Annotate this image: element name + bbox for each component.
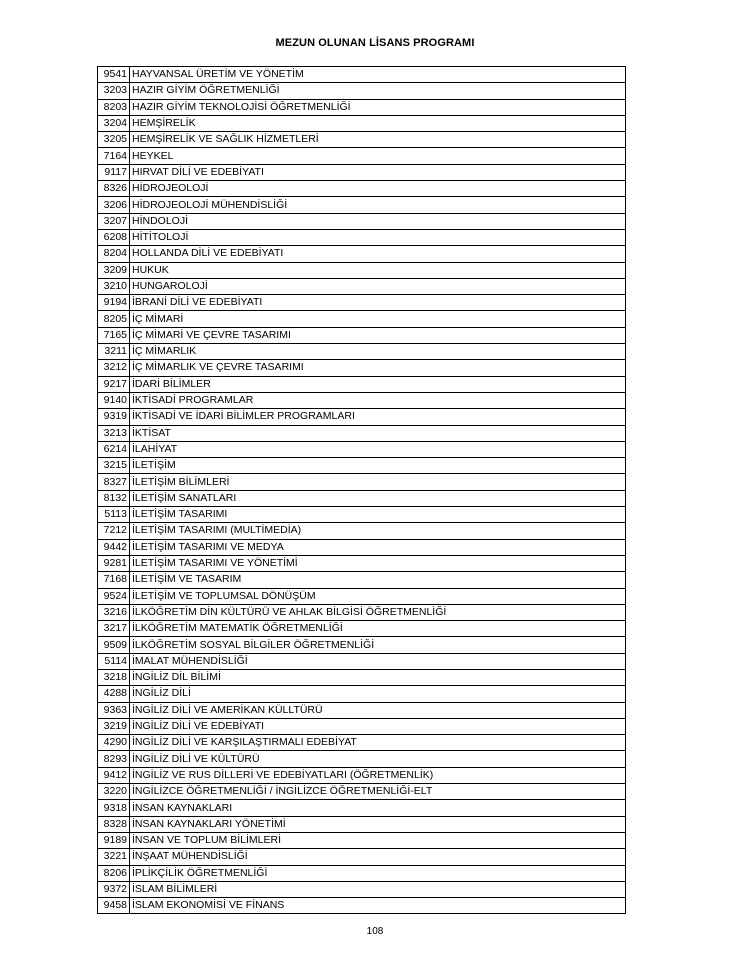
- table-row: [98, 148, 626, 164]
- program-name: HEMŞİRELİK VE SAĞLIK HİZMETLERİ: [130, 132, 626, 148]
- program-code: 9140: [98, 392, 130, 408]
- program-code: 4288: [98, 686, 130, 702]
- table-row: [98, 360, 626, 376]
- table-row: [98, 898, 626, 914]
- programs-table-body: [98, 67, 626, 914]
- table-row: [98, 507, 626, 523]
- program-name: HİTİTOLOJİ: [130, 229, 626, 245]
- program-name: İLETİŞİM TASARIMI: [130, 507, 626, 523]
- program-code: 3211: [98, 344, 130, 360]
- table-row: [98, 474, 626, 490]
- program-name: İMALAT MÜHENDİSLİĞİ: [130, 653, 626, 669]
- program-name: HIRVAT DİLİ VE EDEBİYATI: [130, 164, 626, 180]
- program-code: 3215: [98, 458, 130, 474]
- program-code: 9509: [98, 637, 130, 653]
- table-row: [98, 702, 626, 718]
- program-name: İNGİLİZ DİLİ VE AMERİKAN KÜLLTÜRÜ: [130, 702, 626, 718]
- program-name: İNGİLİZ DİL BİLİMİ: [130, 669, 626, 685]
- program-code: 8328: [98, 816, 130, 832]
- program-name: İLKÖĞRETİM MATEMATİK ÖĞRETMENLİĞİ: [130, 621, 626, 637]
- program-code: 3204: [98, 115, 130, 131]
- program-name: İNGİLİZCE ÖĞRETMENLİĞİ / İNGİLİZCE ÖĞRETMENLİĞİ-ELT: [130, 784, 626, 800]
- table-row: [98, 441, 626, 457]
- program-code: 8327: [98, 474, 130, 490]
- program-code: 9319: [98, 409, 130, 425]
- program-name: İNSAN VE TOPLUM BİLİMLERİ: [130, 832, 626, 848]
- program-name: İKTİSAT: [130, 425, 626, 441]
- table-row: [98, 539, 626, 555]
- table-row: [98, 181, 626, 197]
- table-row: [98, 83, 626, 99]
- table-row: [98, 213, 626, 229]
- program-code: 3216: [98, 604, 130, 620]
- program-name: İNGİLİZ DİLİ VE KARŞILAŞTIRMALI EDEBİYAT: [130, 735, 626, 751]
- program-name: HİDROJEOLOJİ: [130, 181, 626, 197]
- program-code: 7165: [98, 327, 130, 343]
- program-code: 4290: [98, 735, 130, 751]
- program-name: İLETİŞİM TASARIMI VE YÖNETİMİ: [130, 555, 626, 571]
- table-row: [98, 295, 626, 311]
- program-name: İÇ MİMARLIK: [130, 344, 626, 360]
- table-row: [98, 865, 626, 881]
- program-name: İLETİŞİM VE TASARIM: [130, 572, 626, 588]
- program-name: HAZIR GİYİM ÖĞRETMENLİĞİ: [130, 83, 626, 99]
- table-row: [98, 246, 626, 262]
- program-code: 3210: [98, 278, 130, 294]
- program-code: 3212: [98, 360, 130, 376]
- table-row: [98, 311, 626, 327]
- program-name: HOLLANDA DİLİ VE EDEBİYATI: [130, 246, 626, 262]
- table-row: [98, 229, 626, 245]
- program-code: 9117: [98, 164, 130, 180]
- table-row: [98, 784, 626, 800]
- program-name: İNSAN KAYNAKLARI YÖNETİMİ: [130, 816, 626, 832]
- program-code: 9412: [98, 767, 130, 783]
- program-name: İLETİŞİM SANATLARI: [130, 490, 626, 506]
- program-code: 9217: [98, 376, 130, 392]
- program-name: HUKUK: [130, 262, 626, 278]
- program-code: 3213: [98, 425, 130, 441]
- program-code: 6214: [98, 441, 130, 457]
- program-name: İLETİŞİM: [130, 458, 626, 474]
- program-code: 3209: [98, 262, 130, 278]
- table-row: [98, 637, 626, 653]
- program-name: İLETİŞİM TASARIMI VE MEDYA: [130, 539, 626, 555]
- program-code: 9372: [98, 881, 130, 897]
- program-code: 3219: [98, 718, 130, 734]
- table-row: [98, 132, 626, 148]
- table-row: [98, 99, 626, 115]
- program-name: İLKÖĞRETİM DİN KÜLTÜRÜ VE AHLAK BİLGİSİ ÖĞRETMENLİĞİ: [130, 604, 626, 620]
- program-name: İLAHİYAT: [130, 441, 626, 457]
- program-code: 7212: [98, 523, 130, 539]
- program-code: 9363: [98, 702, 130, 718]
- program-code: 9194: [98, 295, 130, 311]
- program-name: HEYKEL: [130, 148, 626, 164]
- program-name: HEMŞİRELİK: [130, 115, 626, 131]
- program-code: 3220: [98, 784, 130, 800]
- program-name: İSLAM EKONOMİSİ VE FİNANS: [130, 898, 626, 914]
- table-row: [98, 588, 626, 604]
- program-name: HUNGAROLOJİ: [130, 278, 626, 294]
- table-row: [98, 409, 626, 425]
- table-row: [98, 669, 626, 685]
- program-name: İLETİŞİM VE TOPLUMSAL DÖNÜŞÜM: [130, 588, 626, 604]
- table-row: [98, 425, 626, 441]
- table-row: [98, 832, 626, 848]
- program-code: 8326: [98, 181, 130, 197]
- table-row: [98, 327, 626, 343]
- program-name: İÇ MİMARİ: [130, 311, 626, 327]
- program-name: İBRANİ DİLİ VE EDEBİYATI: [130, 295, 626, 311]
- table-row: [98, 376, 626, 392]
- table-row: [98, 490, 626, 506]
- table-row: [98, 604, 626, 620]
- table-row: [98, 800, 626, 816]
- page-title: MEZUN OLUNAN LİSANS PROGRAMI: [275, 37, 475, 49]
- table-row: [98, 523, 626, 539]
- program-name: İKTİSADİ VE İDARİ BİLİMLER PROGRAMLARI: [130, 409, 626, 425]
- table-row: [98, 653, 626, 669]
- program-code: 8132: [98, 490, 130, 506]
- table-row: [98, 555, 626, 571]
- table-row: [98, 115, 626, 131]
- table-row: [98, 621, 626, 637]
- program-code: 9458: [98, 898, 130, 914]
- program-name: HİNDOLOJİ: [130, 213, 626, 229]
- program-name: İNGİLİZ VE RUS DİLLERİ VE EDEBİYATLARI (ÖĞRETMENLİK): [130, 767, 626, 783]
- program-code: 9524: [98, 588, 130, 604]
- program-code: 3206: [98, 197, 130, 213]
- table-row: [98, 392, 626, 408]
- table-row: [98, 816, 626, 832]
- table-row: [98, 718, 626, 734]
- table-row: [98, 458, 626, 474]
- program-name: İNGİLİZ DİLİ: [130, 686, 626, 702]
- program-code: 3203: [98, 83, 130, 99]
- program-name: İLETİŞİM BİLİMLERİ: [130, 474, 626, 490]
- program-name: İNGİLİZ DİLİ VE KÜLTÜRÜ: [130, 751, 626, 767]
- table-row: [98, 572, 626, 588]
- program-code: 8204: [98, 246, 130, 262]
- program-code: 8293: [98, 751, 130, 767]
- program-name: HAZIR GİYİM TEKNOLOJİSİ ÖĞRETMENLİĞİ: [130, 99, 626, 115]
- program-code: 3207: [98, 213, 130, 229]
- program-code: 7168: [98, 572, 130, 588]
- program-code: 3221: [98, 849, 130, 865]
- program-code: 9442: [98, 539, 130, 555]
- program-name: İLETİŞİM TASARIMI (MULTİMEDİA): [130, 523, 626, 539]
- program-name: İNGİLİZ DİLİ VE EDEBİYATI: [130, 718, 626, 734]
- programs-table: [97, 66, 626, 914]
- program-name: İDARİ BİLİMLER: [130, 376, 626, 392]
- table-row: [98, 67, 626, 83]
- program-name: HAYVANSAL ÜRETİM VE YÖNETİM: [130, 67, 626, 83]
- program-name: HİDROJEOLOJİ MÜHENDİSLİĞİ: [130, 197, 626, 213]
- program-code: 8206: [98, 865, 130, 881]
- program-code: 6208: [98, 229, 130, 245]
- table-row: [98, 881, 626, 897]
- program-name: İKTİSADİ PROGRAMLAR: [130, 392, 626, 408]
- program-code: 5113: [98, 507, 130, 523]
- program-code: 9318: [98, 800, 130, 816]
- program-code: 7164: [98, 148, 130, 164]
- table-row: [98, 278, 626, 294]
- program-code: 3218: [98, 669, 130, 685]
- table-row: [98, 751, 626, 767]
- program-code: 9541: [98, 67, 130, 83]
- table-row: [98, 164, 626, 180]
- program-code: 8205: [98, 311, 130, 327]
- table-row: [98, 262, 626, 278]
- program-name: İSLAM BİLİMLERİ: [130, 881, 626, 897]
- program-code: 8203: [98, 99, 130, 115]
- table-row: [98, 344, 626, 360]
- program-code: 9281: [98, 555, 130, 571]
- page-number: 108: [366, 926, 384, 937]
- table-row: [98, 767, 626, 783]
- table-row: [98, 735, 626, 751]
- table-row: [98, 849, 626, 865]
- table-row: [98, 686, 626, 702]
- program-name: İÇ MİMARLIK VE ÇEVRE TASARIMI: [130, 360, 626, 376]
- program-name: İLKÖĞRETİM SOSYAL BİLGİLER ÖĞRETMENLİĞİ: [130, 637, 626, 653]
- program-code: 3217: [98, 621, 130, 637]
- table-row: [98, 197, 626, 213]
- program-name: İPLİKÇİLİK ÖĞRETMENLİĞİ: [130, 865, 626, 881]
- program-code: 3205: [98, 132, 130, 148]
- program-name: İÇ MİMARİ VE ÇEVRE TASARIMI: [130, 327, 626, 343]
- program-name: İNŞAAT MÜHENDİSLİĞİ: [130, 849, 626, 865]
- program-code: 9189: [98, 832, 130, 848]
- program-code: 5114: [98, 653, 130, 669]
- program-name: İNSAN KAYNAKLARI: [130, 800, 626, 816]
